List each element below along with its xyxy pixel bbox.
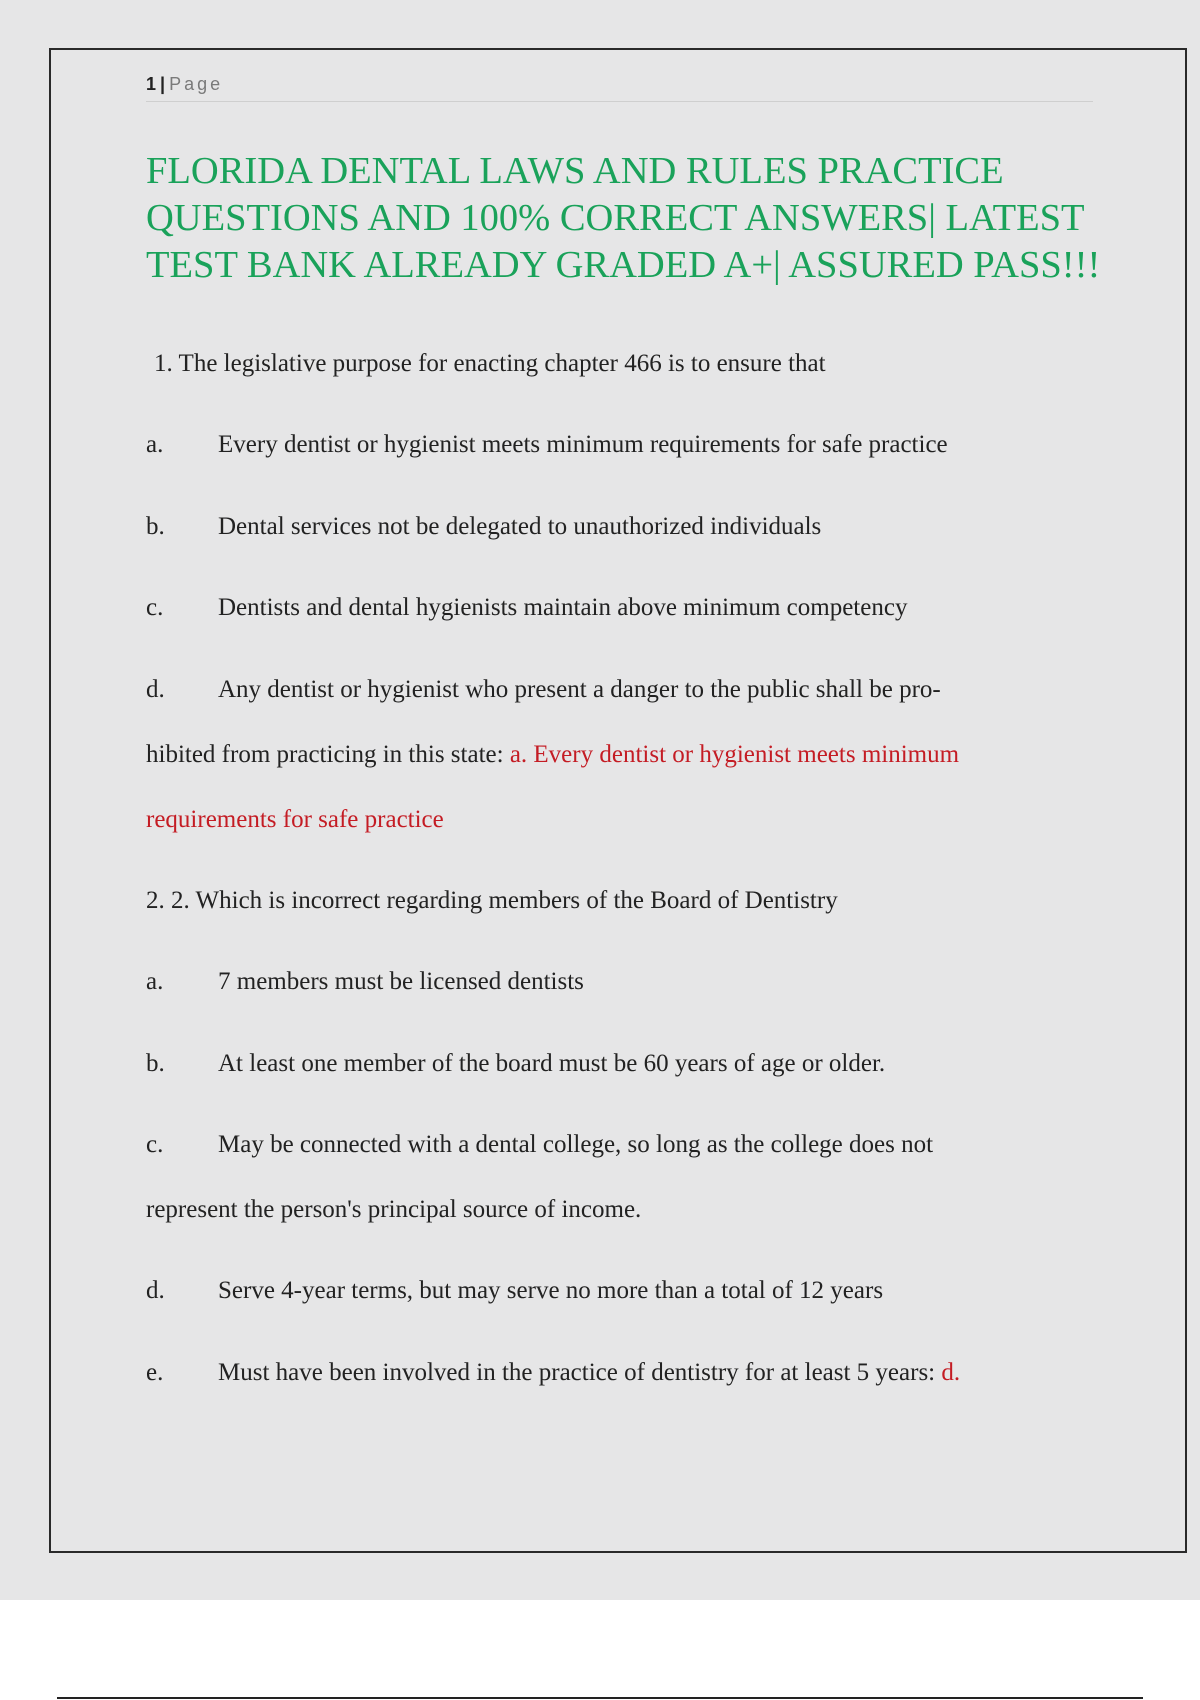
q2-option-a-text: 7 members must be licensed dentists	[218, 968, 584, 995]
q2-answer: d.	[941, 1359, 961, 1386]
q1-option-d-letter: d.	[146, 676, 165, 703]
q1-answer-part2: requirements for safe practice	[146, 806, 444, 833]
q1-option-d-continuation	[146, 741, 959, 769]
q1-option-b-text: Dental services not be delegated to unauthorized individuals	[218, 513, 822, 540]
header-separator: |	[160, 74, 166, 94]
q2-option-e-line	[218, 1359, 960, 1387]
question-2-stem: 2. 2. Which is incorrect regarding members of the Board of Dentistry	[146, 887, 838, 914]
q2-option-c-text: May be connected with a dental college, so long as the college does not	[218, 1131, 934, 1158]
page-number: 1	[146, 74, 157, 94]
q2-option-a-letter: a.	[146, 968, 164, 995]
q2-option-d-text: Serve 4-year terms, but may serve no more than a total of 12 years	[218, 1277, 884, 1304]
q2-option-b-letter: b.	[146, 1050, 165, 1077]
q1-option-c-letter: c.	[146, 594, 164, 621]
q1-option-a-letter: a.	[146, 431, 164, 458]
page-header	[146, 74, 1093, 102]
q1-option-d-text: Any dentist or hygienist who present a danger to the public shall be pro-	[218, 676, 941, 703]
q2-option-c-continuation: represent the person's principal source of income.	[146, 1196, 642, 1223]
q1-answer-part1: a. Every dentist or hygienist meets minimum	[509, 741, 960, 768]
q1-option-b-letter: b.	[146, 513, 165, 540]
q2-option-c-letter: c.	[146, 1131, 164, 1158]
q2-option-d-letter: d.	[146, 1277, 165, 1304]
q1-d-continuation-text: hibited from practicing in this state:	[146, 741, 504, 768]
q1-option-c-text: Dentists and dental hygienists maintain above minimum competency	[218, 594, 908, 621]
document-title: FLORIDA DENTAL LAWS AND RULES PRACTICE QUESTIONS AND 100% CORRECT ANSWERS| LATEST TEST BANK ALREADY GRADED A+| ASSURED PASS!!!	[146, 150, 1101, 286]
q1-option-a-text: Every dentist or hygienist meets minimum requirements for safe practice	[218, 431, 948, 458]
q2-option-e-text: Must have been involved in the practice of dentistry for at least 5 years:	[218, 1359, 936, 1386]
q2-option-e-letter: e.	[146, 1359, 164, 1386]
question-1-stem: 1. The legislative purpose for enacting chapter 466 is to ensure that	[154, 350, 826, 377]
bottom-rule	[57, 1697, 1143, 1699]
q2-option-b-text: At least one member of the board must be 60 years of age or older.	[218, 1050, 886, 1077]
page-word: Page	[169, 74, 224, 94]
